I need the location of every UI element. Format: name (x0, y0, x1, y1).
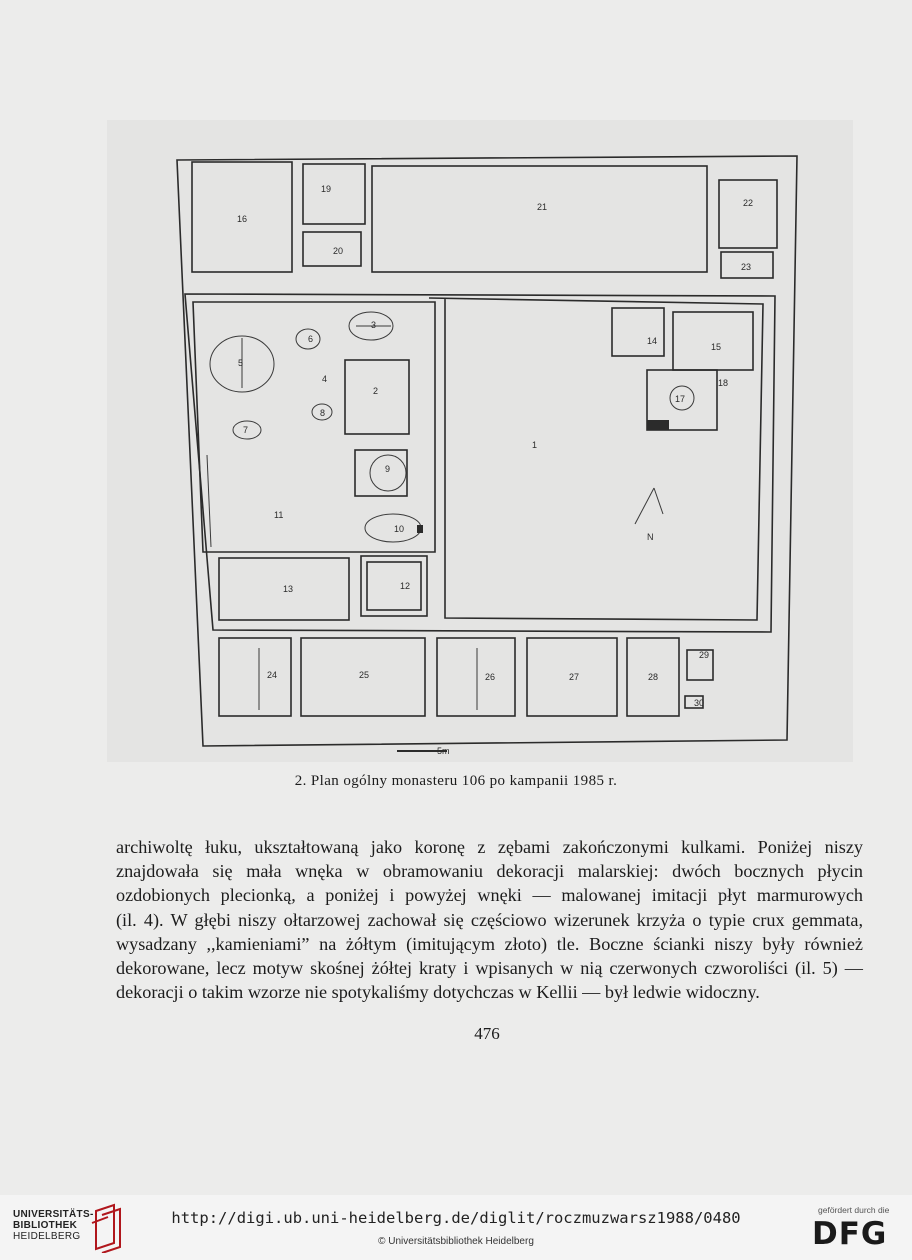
funding-note: gefördert durch die (818, 1205, 890, 1215)
text-line: wysadzany ,,kamieniami” na żółtym (imitującym złoto) tle. Boczne ścianki niszy były również (116, 933, 863, 954)
text-line: dekorowane, lecz motyw skośnej żółtej kraty i wpisanych w nią czerwonych czworoliści (il. 5) — (116, 958, 863, 979)
room-number-label: 25 (359, 670, 370, 680)
room-number-label: 10 (394, 524, 405, 534)
figure-caption: 2. Plan ogólny monasteru 106 po kampanii 1985 r. (294, 773, 618, 789)
room-number-label: 7 (243, 425, 249, 435)
room-number-label: 22 (743, 198, 754, 208)
permalink-url[interactable]: http://digi.ub.uni-heidelberg.de/diglit/roczmuzwarsz1988/0480 (171, 1209, 741, 1227)
room-number-label: 19 (321, 184, 332, 194)
text-line: znajdowała się mała wnęka w obramowaniu dekoracji malarskiej: dwóch bocznych płycin (116, 861, 863, 882)
room-number-label: 15 (711, 342, 722, 352)
copyright-notice: © Universitätsbibliothek Heidelberg (378, 1236, 534, 1247)
room-number-label: 24 (267, 670, 278, 680)
room-number-label: 21 (537, 202, 548, 212)
scale-bar-label: 5m (437, 746, 450, 756)
text-line: (il. 4). W głębi niszy ołtarzowej zachował się częściowo wizerunek krzyża o typie crux gemmata, (116, 909, 863, 930)
room-number-label: 6 (308, 334, 314, 344)
text-line: ozdobionych plecionką, a poniżej i powyżej wnęki — malowanej imitacji płyt marmurowych (116, 885, 863, 906)
room-number-label: 12 (400, 581, 411, 591)
room-number-label: 1 (532, 440, 538, 450)
text-line: archiwoltę łuku, ukształtowaną jako koronę z zębami zakończonymi kulkami. Poniżej niszy (116, 837, 863, 857)
body-text (116, 835, 863, 1004)
monastery-plan-figure (107, 120, 853, 762)
room-number-label: 14 (647, 336, 658, 346)
logo-line: UNIVERSITÄTS- (13, 1209, 94, 1220)
room-number-label: 16 (237, 214, 248, 224)
room-number-label: 2 (373, 386, 379, 396)
north-arrow-label: N (647, 532, 654, 542)
room-number-label: 29 (699, 650, 710, 660)
room-number-label: 11 (274, 510, 284, 520)
room-number-label: 13 (283, 584, 294, 594)
room-number-label: 18 (718, 378, 729, 388)
logo-line: BIBLIOTHEK (13, 1220, 78, 1231)
room-number-label: 3 (371, 320, 377, 330)
room-number-label: 8 (320, 408, 326, 418)
room-number-label: 27 (569, 672, 580, 682)
logo-line: HEIDELBERG (13, 1231, 81, 1242)
dfg-logo[interactable]: DFG (812, 1216, 888, 1252)
room-number-label: 23 (741, 262, 752, 272)
room-number-label: 28 (648, 672, 659, 682)
room-number-label: 9 (385, 464, 391, 474)
room-number-label: 26 (485, 672, 496, 682)
room-number-label: 17 (675, 394, 686, 404)
site-plan-drawing (107, 120, 853, 762)
digitization-footer (0, 1195, 912, 1260)
page-number: 476 (474, 1024, 500, 1043)
room-number-label: 20 (333, 246, 344, 256)
room-number-label: 30 (694, 698, 705, 708)
text-line: dekoracji o takim wzorze nie spotykaliśmy dotychczas w Kellii — był ledwie widoczny. (116, 982, 760, 1003)
room-number-label: 4 (322, 374, 328, 384)
room-number-label: 5 (238, 358, 244, 368)
